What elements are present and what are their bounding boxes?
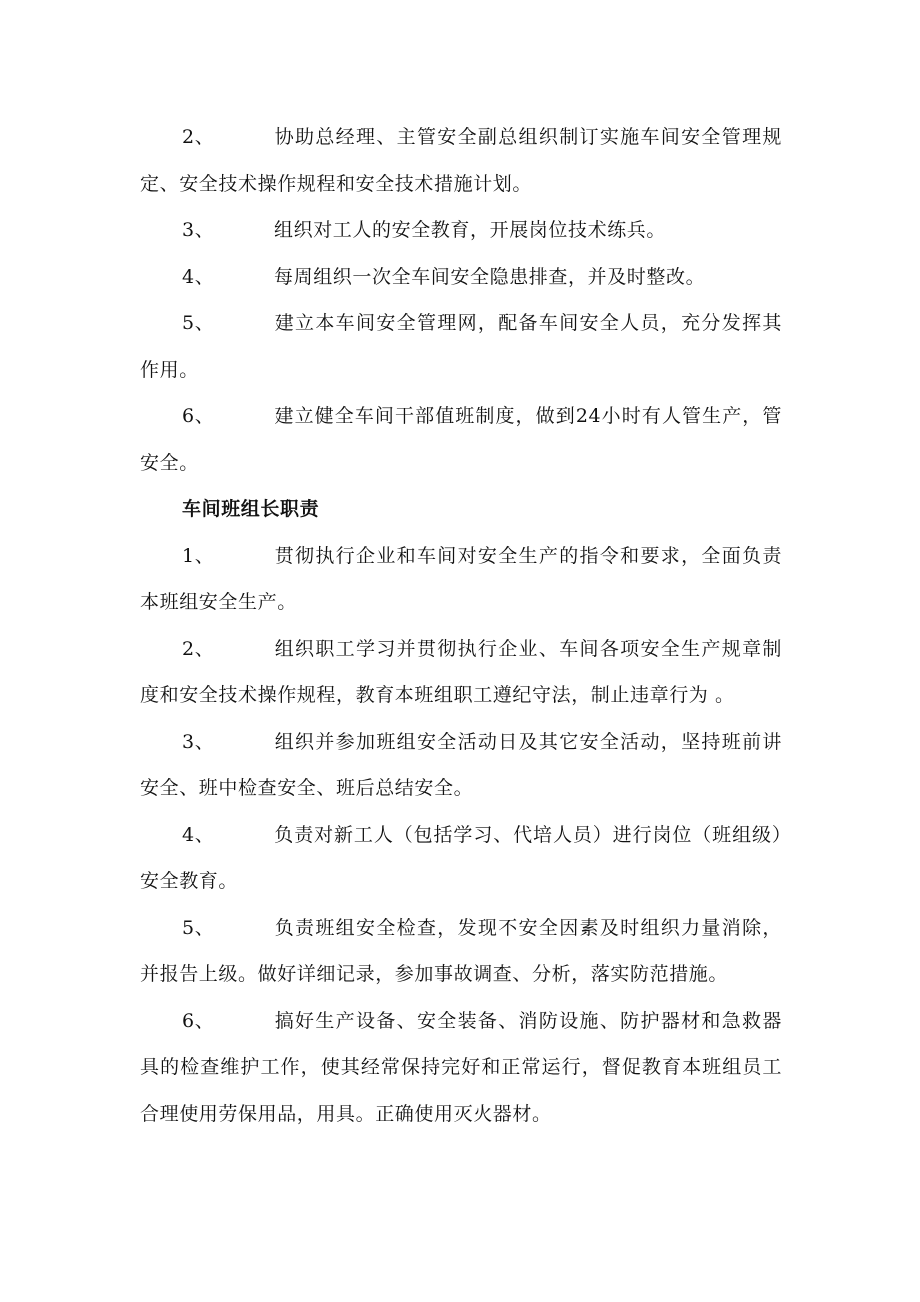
list-item xyxy=(140,393,782,486)
item-text: 负责班组安全检查，发现不安全因素及时组织力量消除，并报告上级。做好详细记录，参加事故调查、分析，落实防范措施。 xyxy=(140,916,782,985)
item-number: 3、 xyxy=(182,730,215,753)
list-item xyxy=(140,254,782,301)
section-heading: 车间班组长职责 xyxy=(182,498,320,520)
item-number: 5、 xyxy=(182,312,215,334)
list-item xyxy=(140,300,782,393)
list-item xyxy=(140,812,782,905)
item-text: 贯彻执行企业和车间对安全生产的指令和要求，全面负责本班组安全生产。 xyxy=(140,544,782,613)
item-number: 1、 xyxy=(182,544,215,567)
item-text: 负责对新工人（包括学习、代培人员）进行岗位（班组级）安全教育。 xyxy=(140,823,782,892)
item-number: 2、 xyxy=(182,126,215,148)
item-number: 3、 xyxy=(182,219,215,241)
item-text: 搞好生产设备、安全装备、消防设施、防护器材和急救器具的检查维护工作，使其经常保持完好和正常运行，督促教育本班组员工合理使用劳保用品，用具。正确使用灭火器材。 xyxy=(140,1009,782,1125)
list-item xyxy=(140,533,782,626)
item-number: 5、 xyxy=(182,916,215,939)
item-text: 协助总经理、主管安全副总组织制订实施车间安全管理规定、安全技术操作规程和安全技术措施计划。 xyxy=(140,126,782,195)
list-item xyxy=(140,207,782,254)
list-item xyxy=(140,114,782,207)
item-text: 组织并参加班组安全活动日及其它安全活动，坚持班前讲安全、班中检查安全、班后总结安全。 xyxy=(140,730,782,799)
item-number: 2、 xyxy=(182,637,215,660)
list-item xyxy=(140,998,782,1138)
document-body xyxy=(140,114,782,1137)
item-text: 建立本车间安全管理网，配备车间安全人员，充分发挥其作用。 xyxy=(140,312,782,381)
item-text: 每周组织一次全车间安全隐患排查，并及时整改。 xyxy=(274,265,706,288)
item-number: 4、 xyxy=(182,265,215,288)
list-item xyxy=(140,626,782,719)
item-text: 组织职工学习并贯彻执行企业、车间各项安全生产规章制度和安全技术操作规程，教育本班组职工遵纪守法，制止违章行为 。 xyxy=(140,637,782,706)
item-number: 6、 xyxy=(182,1009,215,1032)
item-text: 建立健全车间干部值班制度，做到24小时有人管生产，管安全。 xyxy=(140,405,782,474)
item-text: 组织对工人的安全教育，开展岗位技术练兵。 xyxy=(274,219,667,241)
list-item xyxy=(140,719,782,812)
list-item xyxy=(140,905,782,998)
item-number: 6、 xyxy=(182,405,215,427)
item-number: 4、 xyxy=(182,823,215,846)
